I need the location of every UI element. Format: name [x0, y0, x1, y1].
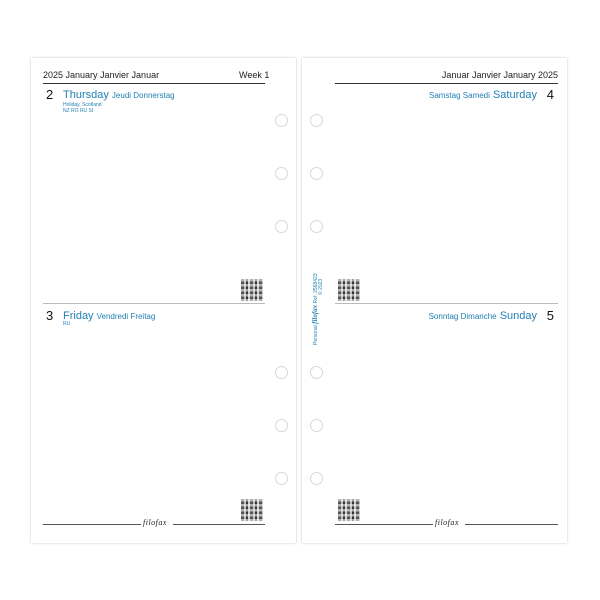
- spine-size: Personal: [313, 325, 319, 345]
- country-codes: RU: [63, 321, 71, 327]
- day-separator: [43, 303, 265, 304]
- spine-brand-logo: filofax: [311, 304, 319, 324]
- day-name-saturday: [429, 89, 537, 101]
- country-codes: NZ RO RU SI: [63, 108, 94, 114]
- footer-rule: [465, 524, 558, 525]
- spine-ref: Ref. 2568423: [313, 273, 319, 304]
- day-name-en: Friday: [63, 310, 94, 322]
- spine-copyright: [318, 279, 324, 295]
- day-name-friday: [63, 310, 155, 322]
- header-rule: [335, 83, 558, 84]
- ring-hole: [275, 472, 288, 485]
- copyright-text: © 2023: [318, 278, 324, 295]
- ring-hole: [275, 167, 288, 180]
- right-header-month: Januar Janvier January 2025: [441, 70, 558, 80]
- day-number-saturday: 4: [546, 87, 554, 102]
- day-name-en: Sunday: [499, 310, 537, 322]
- footer-rule: [173, 524, 265, 525]
- week-label: Week 1: [239, 70, 270, 80]
- day-number-friday: 3: [46, 308, 54, 323]
- day-name-other: Samstag Samedi: [428, 91, 490, 100]
- ring-hole: [310, 167, 323, 180]
- day-number-thursday: 2: [46, 87, 54, 102]
- day-name-other: Sonntag Dimanche: [428, 312, 497, 321]
- filofax-logo: filofax: [435, 518, 459, 527]
- day-name-thursday: [63, 89, 175, 101]
- day-name-sunday: [429, 310, 537, 322]
- ring-hole: [275, 114, 288, 127]
- footer-rule: [335, 524, 433, 525]
- day-name-en: Saturday: [492, 89, 537, 101]
- day-number-sunday: 5: [546, 308, 554, 323]
- ring-hole: [310, 419, 323, 432]
- ring-hole: [275, 419, 288, 432]
- qr-code: [241, 279, 263, 301]
- ring-hole: [275, 366, 288, 379]
- day-separator: [335, 303, 558, 304]
- left-diary-page: [31, 58, 296, 543]
- footer-rule: [43, 524, 141, 525]
- left-header-month: 2025 January Janvier Januar: [43, 70, 160, 80]
- day-name-en: Thursday: [63, 89, 109, 101]
- qr-code: [338, 499, 360, 521]
- ring-hole: [275, 220, 288, 233]
- ring-hole: [310, 220, 323, 233]
- filofax-logo: filofax: [143, 518, 167, 527]
- right-diary-page: [302, 58, 567, 543]
- qr-code: [338, 279, 360, 301]
- day-name-other: Vendredi Freitag: [96, 312, 156, 321]
- ring-hole: [310, 114, 323, 127]
- day-name-other: Jeudi Donnerstag: [111, 91, 175, 100]
- header-rule: [43, 83, 265, 84]
- ring-hole: [310, 472, 323, 485]
- ring-hole: [310, 366, 323, 379]
- qr-code: [241, 499, 263, 521]
- holiday-note: Holiday, Scotland: [63, 102, 102, 108]
